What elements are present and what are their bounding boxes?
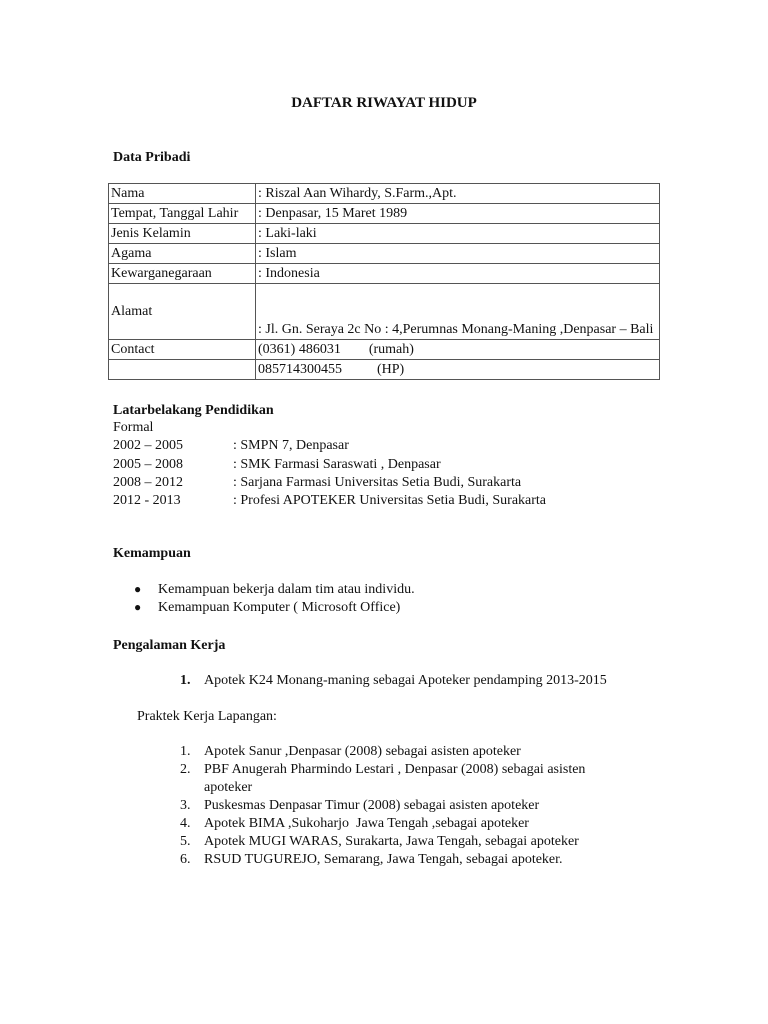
row-value: (0361) 486031 (rumah) — [256, 340, 660, 360]
education-school: : SMK Farmasi Saraswati , Denpasar — [233, 457, 441, 472]
list-item — [113, 474, 673, 492]
bullet-icon: ● — [134, 582, 142, 596]
row-label — [109, 360, 256, 380]
table-row — [109, 244, 660, 264]
item-number: 5. — [180, 834, 191, 849]
row-label: Alamat — [109, 284, 256, 340]
table-row — [109, 224, 660, 244]
item-number: 1. — [180, 673, 191, 688]
list-item — [113, 456, 673, 474]
table-row — [109, 204, 660, 224]
row-label: Kewarganegaraan — [109, 264, 256, 284]
education-school: : Sarjana Farmasi Universitas Setia Budi, Surakarta — [233, 475, 522, 490]
bullet-icon: ● — [134, 600, 142, 614]
internship-text: Apotek Sanur ,Denpasar (2008) sebagai asisten apoteker — [204, 744, 521, 759]
row-value: : Indonesia — [256, 264, 660, 284]
internship-text-continued: apoteker — [204, 780, 253, 795]
item-number: 3. — [180, 798, 191, 813]
education-years: 2005 – 2008 — [113, 457, 183, 472]
row-label: Agama — [109, 244, 256, 264]
internship-heading: Praktek Kerja Lapangan: — [137, 709, 277, 724]
section-heading-experience: Pengalaman Kerja — [113, 638, 226, 653]
row-label: Tempat, Tanggal Lahir — [109, 204, 256, 224]
table-row — [109, 264, 660, 284]
section-heading-personal: Data Pribadi — [113, 150, 191, 165]
education-subheading: Formal — [113, 420, 154, 435]
item-number: 1. — [180, 744, 191, 759]
education-school: : Profesi APOTEKER Universitas Setia Budi, Surakarta — [233, 493, 547, 508]
table-row — [109, 284, 660, 340]
row-value: : Jl. Gn. Seraya 2c No : 4,Perumnas Monang-Maning ,Denpasar – Bali — [256, 284, 660, 340]
section-heading-education: Latarbelakang Pendidikan — [113, 403, 274, 418]
internship-text: PBF Anugerah Pharmindo Lestari , Denpasar (2008) sebagai asisten — [204, 762, 586, 777]
list-item — [113, 492, 673, 510]
row-value: : Denpasar, 15 Maret 1989 — [256, 204, 660, 224]
personal-data-table — [108, 183, 660, 380]
section-heading-skills: Kemampuan — [113, 546, 191, 561]
table-row — [109, 340, 660, 360]
row-value: : Islam — [256, 244, 660, 264]
row-label: Jenis Kelamin — [109, 224, 256, 244]
item-number: 2. — [180, 762, 191, 777]
education-years: 2002 – 2005 — [113, 438, 183, 453]
skill-text: Kemampuan bekerja dalam tim atau individu. — [158, 582, 415, 597]
education-years: 2012 - 2013 — [113, 493, 181, 508]
internship-text: Apotek MUGI WARAS, Surakarta, Jawa Tengah, sebagai apoteker — [204, 834, 579, 849]
internship-text: Puskesmas Denpasar Timur (2008) sebagai asisten apoteker — [204, 798, 540, 813]
table-row — [109, 360, 660, 380]
row-label: Nama — [109, 184, 256, 204]
row-label: Contact — [109, 340, 256, 360]
internship-text: Apotek BIMA ,Sukoharjo Jawa Tengah ,sebagai apoteker — [204, 816, 529, 831]
row-value: : Riszal Aan Wihardy, S.Farm.,Apt. — [256, 184, 660, 204]
skill-text: Kemampuan Komputer ( Microsoft Office) — [158, 600, 401, 615]
row-value: 085714300455 (HP) — [256, 360, 660, 380]
list-item — [113, 437, 673, 455]
item-number: 4. — [180, 816, 191, 831]
table-row — [109, 184, 660, 204]
internship-text: RSUD TUGUREJO, Semarang, Jawa Tengah, sebagai apoteker. — [204, 852, 563, 867]
education-years: 2008 – 2012 — [113, 475, 183, 490]
item-number: 6. — [180, 852, 191, 867]
row-value: : Laki-laki — [256, 224, 660, 244]
experience-text: Apotek K24 Monang-maning sebagai Apoteker pendamping 2013-2015 — [204, 673, 607, 688]
education-school: : SMPN 7, Denpasar — [233, 438, 349, 453]
document-title: DAFTAR RIWAYAT HIDUP — [291, 95, 477, 111]
